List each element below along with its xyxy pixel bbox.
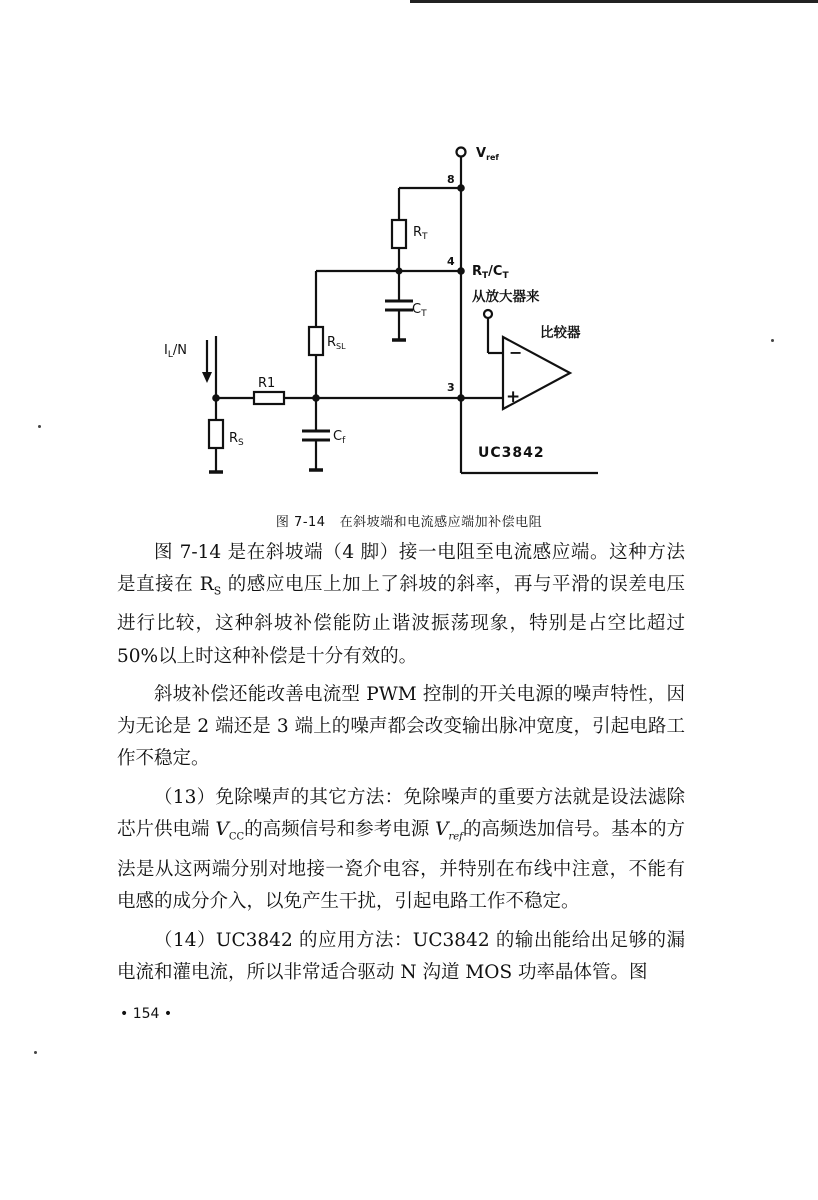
plus-sign: + xyxy=(506,387,521,407)
resistor-rs xyxy=(209,420,223,448)
figure-caption xyxy=(0,511,818,530)
caption-number: 图 7-14 xyxy=(275,515,326,530)
vref-terminal xyxy=(457,148,466,157)
rt-label: $R_T$ xyxy=(413,225,428,242)
chip-label: UC3842 xyxy=(478,445,545,461)
paragraph-3: （13）免除噪声的其它方法：免除噪声的重要方法就是设法滤除芯片供电端 $V_{CC}$的高频信号和参考电源 $V_{ref}$的高频迭加信号。基本的方法是从这两端分别对地接一瓷介电容，并特别在布线中注意，不能有电感的成分介入，以免产生干扰，引起电路工作不稳定。 xyxy=(117,786,685,913)
paragraph-1: 图 7-14 是在斜坡端（4 脚）接一电阻至电流感应端。这种方法是直接在 $R_S$ 的感应电压上加上了斜坡的斜率，再与平滑的误差电压进行比较，这种斜坡补偿能防止谐波振荡现象，特别是占空比超过 50%以上时这种补偿是十分有效的。 xyxy=(117,542,685,667)
pin4-label: 4 xyxy=(447,255,455,268)
il-n-label: $I_L/N$ xyxy=(164,343,187,360)
circuit-diagram xyxy=(0,0,818,520)
scan-speck xyxy=(34,1051,37,1054)
scan-speck xyxy=(38,425,41,428)
rsl-label: $R_{SL}$ xyxy=(327,335,346,351)
page-number: • 154 • xyxy=(120,1006,173,1022)
ct-label: $C_T$ xyxy=(412,302,427,319)
scan-speck xyxy=(771,339,774,342)
paragraph-4: （14）UC3842 的应用方法：UC3842 的输出能给出足够的漏电流和灌电流，所以非常适合驱动 N 沟道 MOS 功率晶体管。图 xyxy=(117,929,685,983)
resistor-r1 xyxy=(254,392,284,404)
body-text xyxy=(117,537,685,995)
rs-label: $R_S$ xyxy=(229,431,244,448)
resistor-rsl xyxy=(309,327,323,355)
vref-label: $V_{ref}$ xyxy=(476,146,499,162)
caption-text: 在斜坡端和电流感应端加补偿电阻 xyxy=(339,515,543,530)
rt-ct-label: $R_T/C_T$ xyxy=(472,264,509,281)
r1-label: R1 xyxy=(258,376,276,391)
comparator-label: 比较器 xyxy=(540,325,581,341)
resistor-rt xyxy=(392,220,406,248)
minus-sign: − xyxy=(509,343,523,362)
paragraph-2: 斜坡补偿还能改善电流型 PWM 控制的开关电源的噪声特性，因为无论是 2 端还是 3 端上的噪声都会改变输出脉冲宽度，引起电路工作不稳定。 xyxy=(117,683,685,770)
pin8-label: 8 xyxy=(447,173,455,186)
cf-label: $C_f$ xyxy=(333,429,346,446)
amp-input-terminal xyxy=(484,310,492,318)
pin3-label: 3 xyxy=(447,381,455,394)
from-amp-label: 从放大器来 xyxy=(472,289,540,305)
